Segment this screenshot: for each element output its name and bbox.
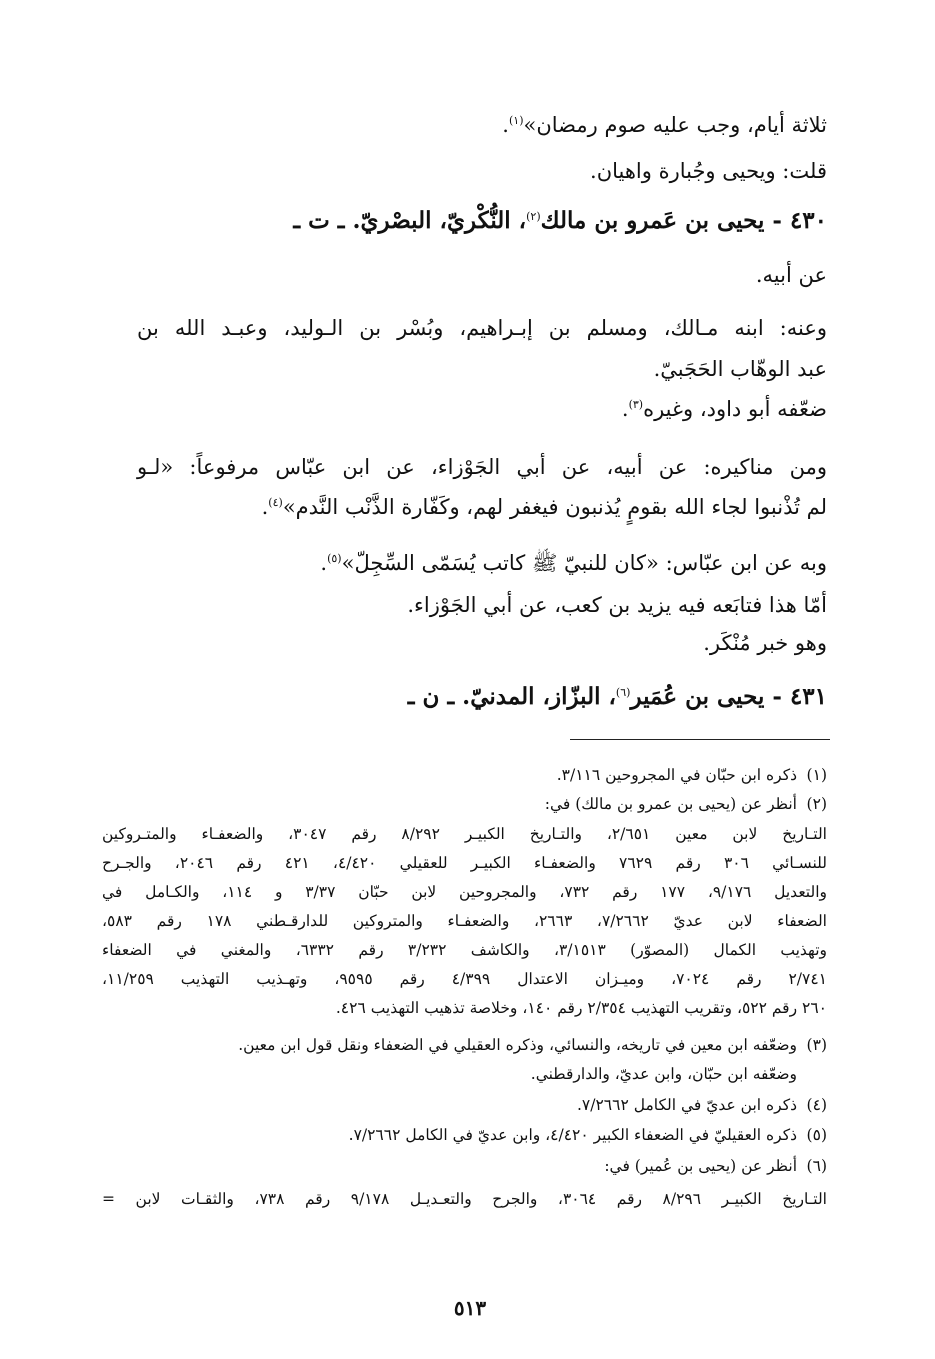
footnote-line bbox=[102, 910, 827, 932]
text-line bbox=[137, 628, 827, 658]
entry-number: ٤٣١ - bbox=[764, 683, 827, 710]
footnote-text: ذكره ابن عديّ في الكامل ٧/٢٦٦٢. bbox=[576, 1096, 797, 1114]
text-span: . bbox=[261, 495, 269, 519]
text-span: . bbox=[320, 551, 328, 575]
text-line bbox=[137, 394, 827, 424]
footnote-number: (٣) bbox=[806, 1036, 827, 1054]
text-span: . bbox=[621, 397, 629, 421]
footnote bbox=[137, 1124, 827, 1146]
footnote-divider bbox=[570, 739, 830, 740]
footnote-text: ذكره ابن حبّان في المجروحين ٣/١١٦. bbox=[556, 766, 797, 784]
footnote-text: الضعفاء لابن عديّ ٧/٢٦٦٢، ٢٦٦٣، والضعفـاء والمتروكين للدارقـطني ١٧٨ رقم ٥٨٣، bbox=[102, 912, 827, 930]
footnote-text: للنسـائي ٣٠٦ رقم ٧٦٢٩ والضعفـاء الكبيـر للعقيلي ٤/٤٢٠، ٤٢١ رقم ٢٠٤٦، والجـرح bbox=[102, 854, 827, 872]
footnote-text: ذكره العقيليّ في الضعفاء الكبير ٤/٤٢٠، وابن عديّ في الكامل ٧/٢٦٦٢. bbox=[348, 1126, 797, 1144]
text-span: وعنه: ابنه مـالك، ومسلم بن إبـراهيم، وبُسْر بن الـوليد، وعبـد الله بن bbox=[137, 316, 827, 340]
footnote-text: التـاريخ لابن معين ٢/٦٥١، والتـاريخ الكبيـر ٨/٢٩٢ رقم ٣٠٤٧، والضعفـاء والمتـروكين bbox=[102, 825, 827, 843]
footnote-number: (٥) bbox=[806, 1126, 827, 1144]
text-span: عبد الوهّاب الحَجَبيّ. bbox=[653, 357, 827, 381]
footnote-text: وتهذيب الكمال (المصوّر) ٣/١٥١٣، والكاشف ٣/٢٣٢ رقم ٦٣٣٢، والمغني في الضعفاء bbox=[102, 941, 827, 959]
entry-name: يحيى بن عَمرو بن مالك bbox=[540, 207, 765, 234]
text-span: قلت: ويحيى وجُبارة واهيان. bbox=[590, 159, 827, 183]
footnote-ref: (٥) bbox=[327, 552, 342, 565]
footnote-line bbox=[102, 997, 827, 1019]
page-number: ٥١٣ bbox=[453, 1296, 487, 1320]
text-line bbox=[137, 156, 827, 186]
text-line bbox=[137, 313, 827, 343]
footnote bbox=[137, 1094, 827, 1116]
footnote-ref: (٣) bbox=[628, 398, 644, 411]
text-span: وهو خبر مُنْكَر. bbox=[703, 631, 827, 655]
entry-nisba: ، البزّاز، المدنيّ. ـ ن ـ bbox=[407, 683, 616, 710]
footnote-number: (١) bbox=[806, 766, 827, 784]
text-span: ضعّفه أبو داود، وغيره bbox=[643, 397, 827, 421]
footnote bbox=[137, 1034, 827, 1056]
footnote-text: أنظر عن (يحيى بن عُمير) في: bbox=[604, 1157, 797, 1175]
text-line bbox=[137, 548, 827, 578]
footnote-ref: (١) bbox=[508, 114, 524, 127]
footnote-line bbox=[102, 968, 827, 990]
entry-heading bbox=[137, 206, 827, 236]
footnote-text: وضعّفه ابن معين في تاريخه، والنسائي، وذكره العقيلي في الضعفاء ونقل قول ابن معين. bbox=[238, 1036, 797, 1054]
entry-name: يحيى بن عُمَير bbox=[630, 683, 765, 710]
footnote-line bbox=[107, 1063, 797, 1085]
footnote-text: وضعّفه ابن حبّان، وابن عديّ، والدارقطني. bbox=[530, 1065, 797, 1083]
footnote-number: (٢) bbox=[806, 795, 827, 813]
footnote-line bbox=[102, 823, 827, 845]
text-line bbox=[137, 354, 827, 384]
footnote-text: والتعديل ٩/١٧٦، ١٧٧ رقم ٧٣٢، والمجروحين لابن حبّان ٣/٣٧ و ١١٤، والكـامل في bbox=[102, 883, 827, 901]
text-span: عن أبيه. bbox=[755, 263, 827, 287]
footnote-number: (٦) bbox=[806, 1157, 827, 1175]
footnote bbox=[137, 793, 827, 815]
entry-heading bbox=[137, 682, 827, 712]
entry-nisba: ، النُّكْريّ، البصْريّ. ـ ت ـ bbox=[293, 207, 527, 234]
footnote bbox=[137, 1155, 827, 1177]
footnote-ref: (٦) bbox=[615, 686, 631, 699]
footnote-ref: (٤) bbox=[268, 496, 283, 509]
text-span: ومن مناكيره: عن أبيه، عن أبي الجَوْزاء، عن ابن عبّاس مرفوعاً: «لـو bbox=[137, 455, 827, 479]
footnote-line bbox=[102, 881, 827, 903]
footnote bbox=[137, 764, 827, 786]
footnote-line bbox=[102, 1188, 827, 1210]
text-span: وبه عن ابن عبّاس: «كان للنبيّ ﷺ كاتب يُسَمّى السِّجِلّ» bbox=[341, 551, 827, 575]
footnote-text: ٢/٧٤١ رقم ٧٠٢٤، وميـزان الاعتدال ٤/٣٩٩ رقم ٩٥٩٥، وتهـذيب التهذيب ١١/٢٥٩، bbox=[102, 970, 827, 988]
footnote-number: (٤) bbox=[806, 1096, 827, 1114]
text-line bbox=[137, 110, 827, 140]
footnote-text: ٢٦٠ رقم ٥٢٢، وتقريب التهذيب ٢/٣٥٤ رقم ١٤٠، وخلاصة تذهيب التهذيب ٤٢٦. bbox=[335, 999, 827, 1017]
text-span: ثلاثة أيام، وجب عليه صوم رمضان» bbox=[523, 113, 827, 137]
text-line bbox=[137, 260, 827, 290]
text-span: أمّا هذا فتابَعه فيه يزيد بن كعب، عن أبي الجَوْزاء. bbox=[407, 593, 827, 617]
text-line bbox=[137, 452, 827, 482]
footnote-line bbox=[102, 939, 827, 961]
entry-number: ٤٣٠ - bbox=[764, 207, 827, 234]
footnote-text: أنظر عن (يحيى بن عمرو بن مالك) في: bbox=[544, 795, 797, 813]
footnote-text: التـاريخ الكبيـر ٨/٢٩٦ رقم ٣٠٦٤، والجرح والتعـديـل ٩/١٧٨ رقم ٧٣٨، والثقـات لابن = bbox=[102, 1190, 827, 1208]
text-span: . bbox=[502, 113, 509, 137]
text-line bbox=[137, 590, 827, 620]
footnote-line bbox=[102, 852, 827, 874]
text-line bbox=[137, 492, 827, 522]
text-span: لم تُذْنبوا لجاء الله بقومٍ يُذنبون فيغفر لهم، وكَفّارة الذَّنْب النَّدم» bbox=[282, 495, 827, 519]
footnote-ref: (٢) bbox=[526, 210, 541, 223]
